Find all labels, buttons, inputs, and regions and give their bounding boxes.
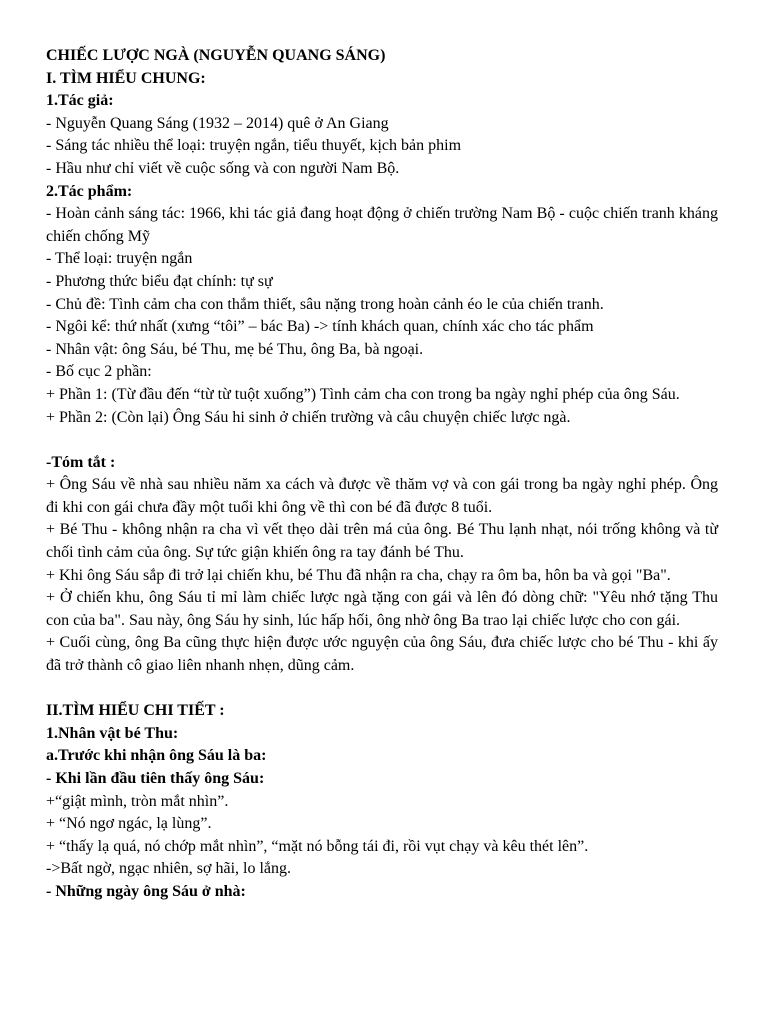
first-meet-line: + “thấy lạ quá, nó chớp mắt nhìn”, “mặt nó bỗng tái đi, rồi vụt chạy và kêu thét lên”. [46,837,589,855]
summary-line: + Ông Sáu về nhà sau nhiều năm xa cách và được về thăm vợ và con gái trong ba ngày nghỉ phép. Ông đi khi con gái chưa đầy một tuổi khi ông về thì con bé đã được 8 tuổi. [46,476,718,516]
subheading-summary: -Tóm tắt : [46,453,116,471]
subheading-days-home: - Những ngày ông Sáu ở nhà: [46,882,246,900]
work-line: - Thể loại: truyện ngắn [46,250,193,268]
paragraph-gap [46,429,718,452]
author-line: - Nguyễn Quang Sáng (1932 – 2014) quê ở An Giang [46,114,389,132]
work-line: + Phần 1: (Từ đầu đến “từ từ tuột xuống”) Tình cảm cha con trong ba ngày nghỉ phép của ông Sáu. [46,385,680,403]
summary-line: + Ở chiến khu, ông Sáu tỉ mỉ làm chiếc lược ngà tặng con gái và lên đó dòng chữ: "Yêu nhớ tặng Thu con của ba". Sau này, ông Sáu hy sinh, lúc hấp hối, ông nhờ ông Ba trao lại chiếc lược cho con gái. [46,589,718,629]
work-line: - Hoàn cảnh sáng tác: 1966, khi tác giả đang hoạt động ở chiến trường Nam Bộ - cuộc chiến tranh kháng chiến chống Mỹ [46,205,718,245]
work-line: - Ngôi kể: thứ nhất (xưng “tôi” – bác Ba) -> tính khách quan, chính xác cho tác phẩm [46,318,594,336]
first-meet-line: ->Bất ngờ, ngạc nhiên, sợ hãi, lo lắng. [46,860,292,878]
subheading-character: 1.Nhân vật bé Thu: [46,724,179,742]
subheading-before: a.Trước khi nhận ông Sáu là ba: [46,747,267,765]
work-line: - Chủ đề: Tình cảm cha con thắm thiết, sâu nặng trong hoàn cảnh éo le của chiến tranh. [46,295,604,313]
summary-line: + Cuối cùng, ông Ba cũng thực hiện được ước nguyện của ông Sáu, đưa chiếc lược cho bé Thu - khi ấy đã trở thành cô giao liên nhanh nhẹn, dũng cảm. [46,634,718,675]
paragraph-gap [46,678,718,701]
subheading-first-meet: - Khi lần đầu tiên thấy ông Sáu: [46,770,265,787]
work-line: + Phần 2: (Còn lại) Ông Sáu hi sinh ở chiến trường và câu chuyện chiếc lược ngà. [46,408,571,426]
author-line: - Hầu như chỉ viết về cuộc sống và con người Nam Bộ. [46,159,400,177]
summary-line: + Bé Thu - không nhận ra cha vì vết thẹo dài trên má của ông. Bé Thu lạnh nhạt, nói trống không và từ chối tình cảm của ông. Sự tức giận khiến ông ra tay đánh bé Thu. [46,521,718,562]
document-page [46,45,718,904]
first-meet-line: + “Nó ngơ ngác, lạ lùng”. [46,815,212,833]
author-line: - Sáng tác nhiều thể loại: truyện ngắn, tiểu thuyết, kịch bản phim [46,137,462,155]
work-line: - Phương thức biểu đạt chính: tự sự [46,272,273,290]
work-line: - Bố cục 2 phần: [46,363,152,381]
first-meet-line: +“giật mình, tròn mắt nhìn”. [46,792,229,810]
subheading-author: 1.Tác giả: [46,92,114,110]
section-heading-general: I. TÌM HIỂU CHUNG: [46,69,206,87]
document-title: CHIẾC LƯỢC NGÀ (NGUYỄN QUANG SÁNG) [46,47,386,64]
work-line: - Nhân vật: ông Sáu, bé Thu, mẹ bé Thu, ông Ba, bà ngoại. [46,340,424,358]
subheading-work: 2.Tác phẩm: [46,182,133,200]
summary-line: + Khi ông Sáu sắp đi trở lại chiến khu, bé Thu đã nhận ra cha, chạy ra ôm ba, hôn ba và gọi "Ba". [46,566,671,584]
section-heading-detail: II.TÌM HIỂU CHI TIẾT : [46,702,225,720]
